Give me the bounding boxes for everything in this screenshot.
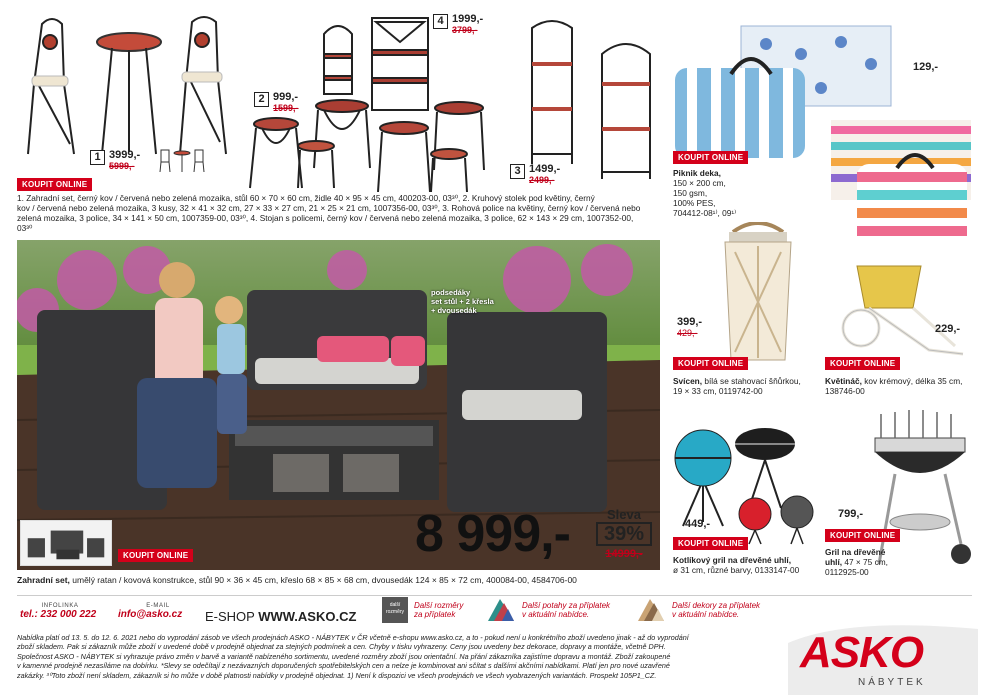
- lantern-image: [715, 222, 801, 366]
- main-price: 8 999,-: [415, 505, 570, 563]
- item-3-price: 1499,-: [529, 163, 561, 175]
- footer: [0, 595, 989, 698]
- main-set-description: Zahradní set, umělý ratan / kovová konstrukce, stůl 90 × 36 × 45 cm, křeslo 68 × 85 × 68 cm, dvousedák 124 × 85 × 72 cm, 400084-00, 4584706-00: [17, 575, 577, 585]
- item-number-2: 2: [254, 92, 269, 107]
- charcoal-grill-price: 799,-: [838, 508, 864, 520]
- discount-label: Sleva: [607, 507, 641, 522]
- blanket-price: 129,-: [913, 61, 939, 73]
- lantern-description: Svícen, bílá se stahovací šňůrkou, 19 × 33 cm, 0119742-00: [673, 376, 801, 396]
- eshop-link[interactable]: E-SHOP WWW.ASKO.CZ: [205, 609, 357, 624]
- item-1-price: 3999,-: [109, 149, 141, 161]
- top-products-section: [0, 0, 665, 238]
- footer-divider: [17, 595, 972, 596]
- email-label: E-MAIL: [146, 603, 170, 609]
- garden-set-thumbnail: [20, 520, 112, 566]
- right-products-section: [665, 14, 985, 596]
- logo-subtext: NÁBYTEK: [858, 677, 926, 688]
- buy-online-button-main[interactable]: KOUPIT ONLINE: [118, 549, 193, 562]
- item-2-price: 999,-: [273, 91, 299, 103]
- item-number-3: 3: [510, 164, 525, 179]
- discount-percent: 39%: [596, 522, 652, 546]
- top-products-description: 1. Zahradní set, černý kov / červená nebo zelená mozaika, stůl 60 × 70 × 60 cm, židle 40 × 95 × 45 cm, 400203-00, 03³⁰, 2. Kruhový stolek pod květiny, černý kov / červená nebo zelená mozaika, 3 kusy, 32 × 41 × 32 cm, 27 × 33 × 27 cm, 21 × 25 × 21 cm, 1007356-00, 03³⁰, 3. Rohová police na květiny, černý kov / červená nebo zelená mozaika, 3 police, 34 × 141 × 50 cm, 1007359-00, 03³⁰, 4. Stojan s policemi, černý kov / červená nebo zelená mozaika, 3 police, 62 × 143 × 29 cm, 1007352-00, 03³⁰: [17, 193, 641, 233]
- buy-online-button-top[interactable]: KOUPIT ONLINE: [17, 178, 92, 191]
- cushion-annotation: podsedáky set stůl + 2 křesla + dvousedák: [431, 288, 494, 315]
- wheelbarrow-planter-image: [839, 250, 969, 358]
- hotline-label: INFOLINKA: [41, 603, 79, 609]
- wood-decor-icon: [636, 597, 666, 623]
- kettle-grill-description: Kotlíkový gril na dřevěné uhlí, ø 31 cm, různé barvy, 0133147-00: [673, 555, 800, 575]
- item-4-old-price: 3799,-: [452, 25, 478, 35]
- buy-online-button-blanket[interactable]: KOUPIT ONLINE: [673, 151, 748, 164]
- planter-description: Květináč, kov krémový, délka 35 cm, 138746-00: [825, 376, 963, 396]
- main-old-price: 14999,-: [605, 548, 643, 560]
- buy-online-button-kettle-grill[interactable]: KOUPIT ONLINE: [673, 537, 748, 550]
- shelf-stand-image: [318, 14, 438, 114]
- legend-dimensions: další rozměry Další rozměry za příplatek: [382, 597, 463, 623]
- corner-shelf-image: [522, 14, 662, 184]
- dimensions-icon: další rozměry: [382, 597, 408, 623]
- logo-text: ASKO: [800, 628, 924, 677]
- blanket-description: Piknik deka, 150 × 200 cm, 150 gsm, 100% PES, 704412-08¹⁾, 09¹⁾: [673, 168, 737, 218]
- item-2-old-price: 1599,-: [273, 103, 299, 113]
- item-number-4: 4: [433, 14, 448, 29]
- planter-price: 229,-: [935, 323, 961, 335]
- buy-online-button-lantern[interactable]: KOUPIT ONLINE: [673, 357, 748, 370]
- buy-online-button-charcoal-grill[interactable]: KOUPIT ONLINE: [825, 529, 900, 542]
- kettle-grill-price: 449,-: [685, 518, 711, 530]
- fabric-swatch-icon: [486, 597, 516, 623]
- lantern-price: 399,-: [677, 316, 703, 328]
- charcoal-grill-description: Gril na dřevěné uhlí, 47 × 75 cm, 0112925-00: [825, 547, 888, 577]
- legend-decors: Další dekory za příplatek v aktuální nabídce.: [636, 597, 760, 623]
- item-1-old-price: 5999,-: [109, 161, 135, 171]
- legend-covers: Další potahy za příplatek v aktuální nabídce.: [486, 597, 610, 623]
- item-number-1: 1: [90, 150, 105, 165]
- asko-logo[interactable]: [788, 623, 978, 695]
- bistro-set-thumbnail: [157, 148, 207, 174]
- picnic-blanket-image: [671, 24, 971, 254]
- item-4-price: 1999,-: [452, 13, 484, 25]
- discount-badge: [596, 508, 652, 560]
- email-address[interactable]: info@asko.cz: [118, 609, 183, 620]
- lantern-old-price: 429,-: [677, 328, 698, 338]
- bistro-set-image: [22, 14, 237, 164]
- hotline-number[interactable]: tel.: 232 000 222: [20, 609, 97, 620]
- item-3-old-price: 2499,-: [529, 175, 555, 185]
- fine-print: Nabídka platí od 13. 5. do 12. 6. 2021 nebo do vyprodání zásob ve všech prodejnách ASKO - NÁBYTEK v ČR včetně e-shopu www.asko.cz, a to - pokud není u konkrétního zboží uvedeno jinak - až do vyprodání zboží skladem. Pak si zákazník může zboží v uvedené době v prodejně objednat za stejných podmínek a cen. Chyby v tisku vyhrazeny. Ceny jsou uvedeny bez dekorace, dopravy a montáže, včetně DPH. Společnost ASKO - NÁBYTEK si vyhrazuje právo změn v barvě a variantě nabízeného sortimentu, uvedené rozměry zboží jsou orientační. Na přání zákazníka zajistíme dopravu a montáž. Zboží zakoupené v kamenné prodejně nezasíláme na dobírku. *Slevy se odečítají z nezávazných doporučených spotřebitelských cen a nelze je kombinovat ani sčítat s dalšími akčními nabídkami. Platí jen pro nové uzavřené zakázky. ³⁰Toto zboží není skladem, zákazník si ho může v době platnosti nabídky v prodejně objednat. 1) Není k dispozici ve všech prodejnách ve všech vyobrazených variantách. Prospekt 105P1_CZ.: [17, 633, 689, 680]
- buy-online-button-planter[interactable]: KOUPIT ONLINE: [825, 357, 900, 370]
